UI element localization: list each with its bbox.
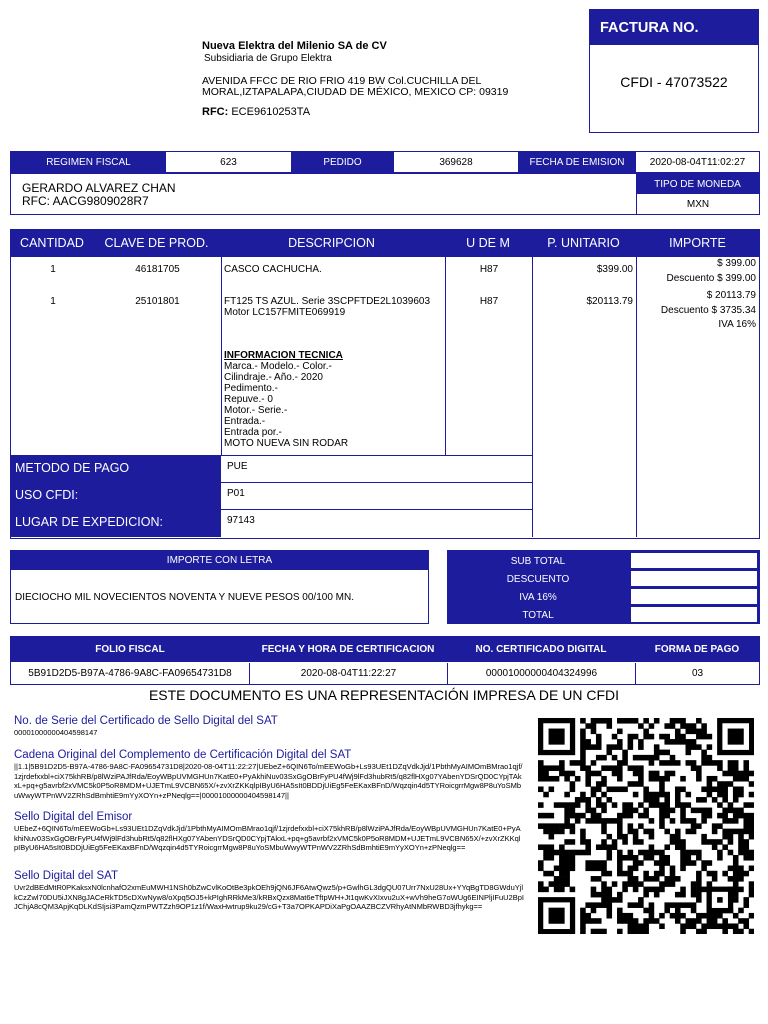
item-1-unitario: $399.00 bbox=[596, 264, 633, 275]
tech-info-line: Entrada por.- bbox=[224, 427, 282, 438]
item-2-clave: 25101801 bbox=[135, 296, 180, 307]
col-clave: CLAVE DE PROD. bbox=[104, 236, 209, 250]
forma-pago-value: 03 bbox=[635, 663, 759, 684]
cert-number-value: 00001000000404324996 bbox=[447, 663, 635, 684]
representation-statement: ESTE DOCUMENTO ES UNA REPRESENTACIÓN IMPRESA DE UN CFDI bbox=[148, 687, 620, 703]
fiscal-header bbox=[11, 637, 759, 662]
item-1-cantidad: 1 bbox=[50, 264, 56, 275]
moneda-label: TIPO DE MONEDA bbox=[636, 174, 759, 194]
amount-words-label: IMPORTE CON LETRA bbox=[11, 551, 428, 570]
info-row bbox=[10, 151, 760, 173]
qr-code-graphic bbox=[538, 718, 754, 934]
folio-value: 5B91D2D5-B97A-4786-9A8C-FA09654731D8 bbox=[28, 668, 232, 679]
cadena-title: Cadena Original del Complemento de Certificación Digital del SAT bbox=[14, 749, 352, 761]
item-1-descuento: Descuento $ 399.00 bbox=[666, 273, 756, 284]
tech-info-line: Entrada.- bbox=[224, 416, 266, 427]
fecha-emision-value: 2020-08-04T11:02:27 bbox=[649, 156, 746, 168]
cadena-value: ||1.1|5B91D2D5-B97A-4786-9A8C-FA09654731D8|2020-08-04T11:22:27|UEbeZ+6QIN6To/mEEWoGb+Ls93UEt1DZqVdkJjd/1PbthMyAIMOmBMrao1qjf/1zjrdefxxbl+ciX75khRB/p8lWziPAJfRda/EoyWBpUVMGHUn7KatE0+PyAkhiNuv03SxGgOBrFyPU4fWj9lFd3hubRt5/q82flHXg07YAbenYDSrQD0CYpjTAkxL+pq+g5avrbf2xVMC5k0P5oR8MDM+UJETmL9VCBN65X/+zvXrZKKqlpIByU6HA5sIt0BDDjUiEg5FeEKaxBFnD/Wqzqin4d5TYRoicgrrMgw8P8uYoSMbuWwyWTPnWV2ZRhSdBmhtiE9mYyXOYn+zPNeqlg==|00001000000404598147|| bbox=[14, 762, 523, 800]
items-header bbox=[10, 229, 760, 257]
item-2-importe: $ 20113.79 bbox=[706, 290, 756, 301]
sello-sat-title: Sello Digital del SAT bbox=[14, 870, 118, 882]
item-1-clave: 46181705 bbox=[135, 264, 180, 275]
fecha-emision-label: FECHA DE EMISION bbox=[518, 152, 636, 172]
sello-sat-value: Uvr2dBEdMtR0PKaksxN0lcnhafO2xmEuMWH1NSh0bZwCvlKoOtBe3pkOEh9jQN6JF6AtwQwz5/p+GwlhGL3dgQU07Urr7NxU28Ux+YYqBgTD8GWduYjlkCzZwl70DU5iJXN8gJACeRkTD5cDXwNyw8/oXpq5OJ5+kPIghRRkMe3/kRBxQzx8Mat6eTftpWH+Jt1qwKvXIxvu2uX+wVh9heG7oWUg6EINPljIFuU2BpIJChjA8cQM3ApjKqDLKdSIjsi3PamQzmPWTZzh9OP1z1f/WaxHwtrup9ku29/cG+T3a7OPKAPDiXaPgOAAZBCZVRhyAtNMbRWBD3jfhykg== bbox=[14, 883, 524, 911]
divider bbox=[445, 257, 446, 455]
item-1-descripcion: CASCO CACHUCHA. bbox=[224, 264, 322, 275]
item-2-unidad: H87 bbox=[479, 296, 499, 307]
item-2-descuento: Descuento $ 3735.34 bbox=[660, 305, 756, 316]
total-value-subtotal: $ 20512.79 bbox=[630, 552, 758, 569]
total-label-subtotal: SUB TOTAL bbox=[510, 555, 566, 567]
issuer-address-line2: MORAL,IZTAPALAPA,CIUDAD DE MÉXICO, MEXICO CP: 09319 bbox=[202, 86, 509, 98]
regimen-value: 623 bbox=[220, 156, 237, 168]
issuer-name: Nueva Elektra del Milenio SA de CV bbox=[202, 40, 387, 52]
customer-rfc: RFC: AACG9809028R7 bbox=[22, 194, 149, 208]
serie-title: No. de Serie del Certificado de Sello Digital del SAT bbox=[14, 715, 278, 727]
divider bbox=[221, 509, 532, 510]
issuer-rfc-label: RFC: bbox=[202, 106, 229, 118]
pedido-label: PEDIDO bbox=[291, 152, 394, 172]
total-label-descuento: DESCUENTO bbox=[506, 573, 570, 585]
customer-box bbox=[10, 173, 760, 215]
total-value-descuento: $ 4134.34 bbox=[630, 570, 758, 587]
serie-value: 00001000000404598147 bbox=[14, 728, 98, 737]
amount-words-box bbox=[10, 550, 429, 624]
lugar-label: LUGAR DE EXPEDICION: bbox=[15, 515, 163, 529]
forma-pago-label: FORMA DE PAGO bbox=[654, 644, 740, 655]
issuer-subsidiary: Subsidiaria de Grupo Elektra bbox=[204, 53, 332, 64]
total-label-iva: IVA 16% bbox=[519, 591, 557, 603]
item-2-iva: IVA 16% bbox=[718, 319, 756, 330]
lugar-value: 97143 bbox=[227, 515, 255, 526]
pedido-value: 369628 bbox=[439, 156, 473, 168]
divider bbox=[221, 455, 532, 456]
tech-info-line: Motor.- Serie.- bbox=[224, 405, 288, 416]
col-cantidad: CANTIDAD bbox=[20, 236, 84, 250]
amount-words-value: DIECIOCHO MIL NOVECIENTOS NOVENTA Y NUEVE PESOS 00/100 MN. bbox=[15, 592, 354, 603]
col-unitario: P. UNITARIO bbox=[547, 236, 620, 250]
item-2-descripcion: FT125 TS AZUL. Serie 3SCPFTDE2L1039603 bbox=[224, 296, 431, 307]
issuer-address-line1: AVENIDA FFCC DE RIO FRIO 419 BW Col.CUCHILLA DEL bbox=[202, 75, 482, 87]
folio-label: FOLIO FISCAL bbox=[95, 644, 165, 655]
cert-date-label: FECHA Y HORA DE CERTIFICACION bbox=[261, 644, 435, 655]
tech-info-line: Cilindraje.- Año.- 2020 bbox=[224, 372, 323, 383]
issuer-rfc-value: ECE9610253TA bbox=[231, 106, 311, 118]
col-importe: IMPORTE bbox=[669, 236, 726, 250]
col-descripcion: DESCRIPCION bbox=[288, 236, 375, 250]
sello-emisor-value: UEbeZ+6QIN6To/mEEWoGb+Ls93UEt1DZqVdkJjd/1PbthMyAIMOmBMrao1qjf/1zjrdefxxbl+ciX75khRB/p8lWziPAJfRda/EoyWBpUVMGHUn7KatE0+PyAkhiNuv03SxGgOBrFyPU4fWj9lFd3hubRt5/q82flHXg07YAbenYDSrQD0CYpjTAkxL+pq+g5avrbf2xVMC5k0P5oR8MDM+UJETmL9VCBN65X/+zvXrZKKqlpIByU6HA5sIt0BDDjUiEg5FeEKaxBFnD/Wqzqin4d5TYRoicgrrMgw8P8uYoSMbuWwyWTPnWV2ZRhSdBmhtiE9mYyXOYn+zPNeqlg== bbox=[14, 824, 521, 852]
customer-name: GERARDO ALVAREZ CHAN bbox=[22, 181, 176, 195]
invoice-number: CFDI - 47073522 bbox=[620, 74, 728, 90]
fiscal-box bbox=[10, 636, 760, 685]
regimen-label: REGIMEN FISCAL bbox=[11, 152, 166, 172]
item-1-importe: $ 399.00 bbox=[717, 258, 756, 269]
payment-labels bbox=[11, 455, 221, 537]
uso-label: USO CFDI: bbox=[15, 488, 79, 502]
tech-info-title: INFORMACION TECNICA bbox=[224, 350, 343, 361]
items-body bbox=[10, 257, 760, 539]
tech-info-line: Repuve.- 0 bbox=[224, 394, 273, 405]
invoice-title: FACTURA NO. bbox=[590, 10, 758, 45]
issuer-rfc bbox=[202, 106, 310, 118]
tech-info-line: Pedimento.- bbox=[224, 383, 278, 394]
cert-date-value: 2020-08-04T11:22:27 bbox=[249, 663, 447, 684]
divider bbox=[221, 257, 222, 455]
metodo-value: PUE bbox=[227, 461, 248, 472]
qr-code-icon bbox=[538, 718, 754, 934]
total-value-iva: $ 2620.55 bbox=[630, 588, 758, 605]
item-2-cantidad: 1 bbox=[50, 296, 56, 307]
tech-info-line: MOTO NUEVA SIN RODAR bbox=[224, 438, 349, 449]
item-2-unitario: $20113.79 bbox=[586, 296, 633, 307]
totals-box bbox=[447, 550, 760, 624]
total-label-total: TOTAL bbox=[522, 609, 554, 621]
item-2-descripcion2: Motor LC157FMITE069919 bbox=[224, 307, 346, 318]
tech-info-line: Marca.- Modelo.- Color.- bbox=[224, 361, 332, 372]
metodo-label: METODO DE PAGO bbox=[15, 461, 130, 475]
moneda-value: MXN bbox=[636, 194, 759, 214]
divider bbox=[221, 482, 532, 483]
invoice-box bbox=[589, 9, 759, 133]
col-unidad: U DE M bbox=[466, 236, 510, 250]
total-value-total: $ 18999 bbox=[630, 606, 758, 623]
cert-number-label: NO. CERTIFICADO DIGITAL bbox=[475, 644, 607, 655]
item-1-unidad: H87 bbox=[479, 264, 499, 275]
sello-emisor-title: Sello Digital del Emisor bbox=[14, 811, 133, 823]
uso-value: P01 bbox=[227, 488, 245, 499]
